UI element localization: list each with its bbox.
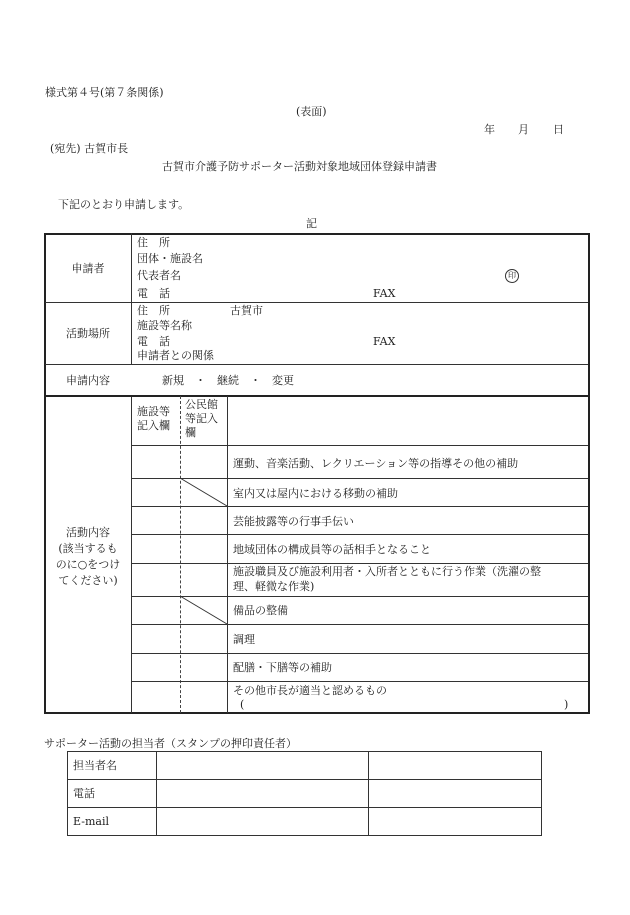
applicant-fax-label: FAX [373, 287, 396, 300]
activity-item: 調理 [233, 633, 255, 646]
col-hall-header [185, 398, 218, 440]
form-number: 様式第４号(第７条関係) [45, 86, 164, 99]
contact-name-extra-input[interactable] [369, 752, 541, 779]
item-column-divider [227, 396, 228, 713]
activities-label-line1: 活動内容 [66, 526, 110, 539]
table-border-left [44, 233, 46, 714]
location-address-value: 古賀市 [230, 304, 263, 317]
date-year: 年 [484, 123, 495, 136]
contact-phone-label: 電話 [73, 787, 95, 800]
contact-border-left [67, 751, 68, 835]
ki-label: 記 [306, 217, 317, 230]
contact-email-label: E-mail [73, 815, 109, 828]
side-label: (表面) [296, 105, 327, 118]
applicant-org-label: 団体・施設名 [137, 252, 203, 265]
activities-label [45, 525, 131, 589]
applicant-address-label: 住 所 [137, 236, 170, 249]
check-column-divider [180, 396, 181, 713]
table-border-right [588, 233, 590, 714]
activity-item: 地域団体の構成員等の話相手となること [233, 543, 431, 556]
contact-email-extra-input[interactable] [369, 808, 541, 835]
contact-phone-input[interactable] [157, 780, 368, 807]
applicant-phone-label: 電 話 [137, 287, 170, 300]
applicant-label: 申請者 [71, 262, 105, 275]
activities-label-line4: てください) [58, 574, 118, 587]
location-facility-label: 施設等名称 [137, 319, 192, 332]
contact-heading: サポーター活動の担当者（スタンプの押印責任者） [44, 737, 297, 750]
request-options[interactable]: 新規 ・ 継続 ・ 変更 [162, 374, 294, 387]
label-column-divider-upper [131, 233, 132, 364]
location-relation-label: 申請者との関係 [137, 349, 214, 362]
activity-row-line [131, 445, 588, 446]
location-label: 活動場所 [66, 327, 110, 340]
activity-row-line [131, 563, 588, 564]
contact-border-bottom [67, 835, 541, 836]
table-border-bottom [44, 712, 589, 714]
contact-phone-extra-input[interactable] [369, 780, 541, 807]
document-title: 古賀市介護予防サポーター活動対象地域団体登録申請書 [162, 160, 437, 173]
location-address-label: 住 所 [137, 304, 170, 317]
col-hall-header-line2: 等記入 [185, 412, 218, 425]
activity-row-line [131, 534, 588, 535]
row-divider-request [45, 364, 588, 365]
activity-item: 配膳・下膳等の補助 [233, 661, 332, 674]
activity-row-line [131, 681, 588, 682]
location-phone-label: 電 話 [137, 335, 170, 348]
location-fax-label: FAX [373, 335, 396, 348]
intro-text: 下記のとおり申請します。 [58, 198, 190, 211]
activity-item: その他市長が適当と認めるもの [233, 684, 387, 697]
contact-email-input[interactable] [157, 808, 368, 835]
col-facility-header [137, 405, 170, 433]
activity-item: 施設職員及び施設利用者・入所者とともに行う作業（洗濯の整 [233, 565, 541, 578]
applicant-rep-label: 代表者名 [137, 269, 181, 282]
activity-item: 運動、音楽活動、レクリエーション等の指導その他の補助 [233, 457, 519, 470]
col-facility-header-line1: 施設等 [137, 405, 170, 418]
activities-label-line2: (該当するも [58, 542, 118, 555]
col-hall-header-line1: 公民館 [185, 398, 218, 411]
table-border-top [44, 233, 589, 235]
seal-mark: 印 [505, 269, 519, 283]
other-paren-close: ) [564, 698, 569, 711]
activity-item: 備品の整備 [233, 604, 288, 617]
addressee: (宛先) 古賀市長 [50, 142, 129, 155]
col-facility-header-line2: 記入欄 [137, 419, 170, 432]
col-hall-header-line3: 欄 [185, 426, 196, 439]
date-day: 日 [553, 123, 564, 136]
activities-label-line3: のに○をつけ [55, 558, 121, 571]
not-applicable-cell [180, 478, 228, 507]
not-applicable-cell [180, 596, 228, 625]
contact-name-label: 担当者名 [73, 759, 117, 772]
label-column-divider-lower [131, 396, 132, 713]
activity-row-line [131, 653, 588, 654]
contact-name-input[interactable] [157, 752, 368, 779]
row-divider-location [45, 302, 588, 303]
activity-item-continued: 理、軽微な作業) [233, 580, 315, 593]
contact-border-right [541, 751, 542, 836]
activity-item: 芸能披露等の行事手伝い [233, 515, 354, 528]
request-label: 申請内容 [66, 374, 110, 387]
date-month: 月 [518, 123, 529, 136]
other-paren-open: ( [240, 698, 245, 711]
row-divider-activities [44, 395, 589, 397]
activity-item: 室内又は屋内における移動の補助 [233, 487, 398, 500]
